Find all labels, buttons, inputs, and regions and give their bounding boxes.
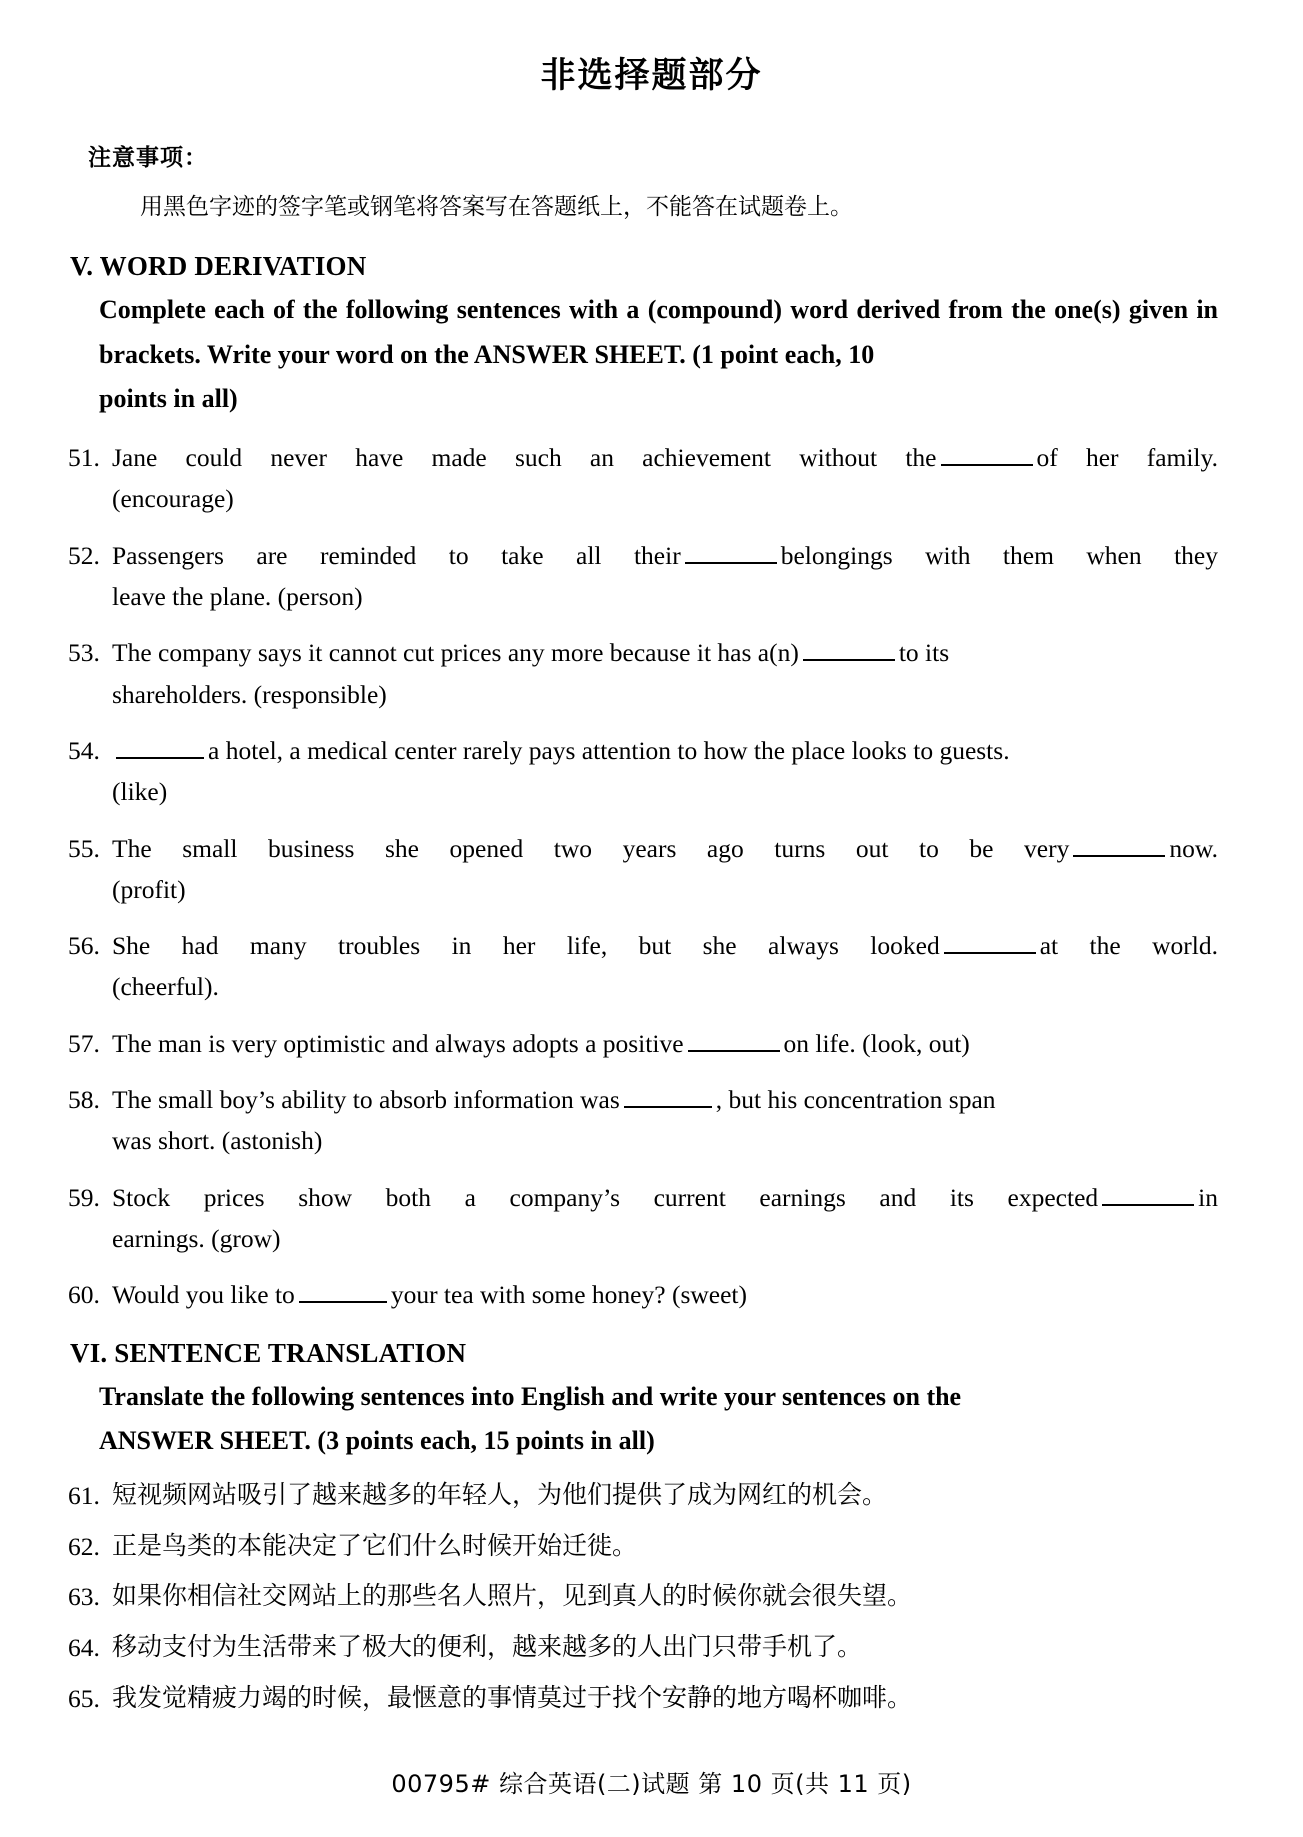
question-body [112, 1177, 1218, 1260]
question-number: 59. [68, 1182, 100, 1212]
instruction-line-2: one(s) given in brackets. Write your word on the ANSWER SHEET. (1 point each, 10 [99, 295, 1219, 369]
question-number: 61. [68, 1480, 100, 1510]
question-number: 65. [68, 1683, 100, 1713]
question-text-after-blank: a hotel, a medical center rarely pays attention to how the place looks to guests. [208, 735, 1010, 765]
question-number: 55. [68, 833, 100, 863]
question-text-before-blank: The small boy’s ability to absorb information was [112, 1085, 620, 1115]
question-text-before-blank: The man is very optimistic and always adopts a positive [112, 1028, 684, 1058]
instruction-line-2: ANSWER SHEET. (3 points each, 15 points in all) [99, 1426, 655, 1456]
question-text-after-blank: now. [1169, 833, 1218, 863]
question-text-before-blank: Stock prices show both a company’s current earnings and its expected [112, 1182, 1099, 1212]
question-item [0, 632, 1303, 715]
answer-blank[interactable] [688, 1026, 780, 1052]
instruction-line-1: Translate the following sentences into English and write your sentences on the [99, 1381, 962, 1411]
question-item [0, 730, 1303, 813]
answer-blank[interactable] [685, 538, 777, 564]
question-line-1 [112, 437, 1218, 478]
question-number: 64. [68, 1633, 100, 1663]
question-text-after-blank: at the world. [1039, 931, 1218, 961]
question-line-2: was short. (astonish) [112, 1126, 323, 1156]
question-text-before-blank: Jane could never have made such an achievement without the [112, 443, 937, 473]
translation-text: 正是鸟类的本能决定了它们什么时候开始迁徙。 [112, 1530, 638, 1560]
question-body [112, 925, 1218, 1008]
question-number: 58. [68, 1085, 100, 1115]
question-line-1 [112, 1023, 1218, 1064]
question-text-after-blank: to its [898, 638, 950, 668]
question-text-before-blank: Would you like to [112, 1280, 295, 1310]
notice-text: 用黑色字迹的签字笔或钢笔将答案写在答题纸上，不能答在试题卷上。 [140, 194, 853, 220]
question-text-after-blank: of her family. [1036, 443, 1218, 473]
question-number: 60. [68, 1280, 100, 1310]
section-heading-sentence-translation: VI. SENTENCE TRANSLATION [70, 1337, 467, 1368]
question-number: 51. [68, 443, 100, 473]
translation-item [0, 1577, 1303, 1616]
question-body [112, 1274, 1218, 1315]
question-text-after-blank: on life. (look, out) [783, 1028, 970, 1058]
question-number: 53. [68, 638, 100, 668]
question-line-2: (encourage) [112, 484, 234, 514]
question-line-2: leave the plane. (person) [112, 582, 363, 612]
question-body [112, 632, 1218, 715]
question-body [112, 1079, 1218, 1162]
question-line-1 [112, 1177, 1218, 1218]
answer-blank[interactable] [941, 440, 1033, 466]
question-line-2: shareholders. (responsible) [112, 679, 387, 709]
question-number: 63. [68, 1582, 100, 1612]
question-line-1 [112, 925, 1218, 966]
answer-blank[interactable] [116, 733, 204, 759]
question-line-1 [112, 1079, 1218, 1120]
question-line-2: (like) [112, 777, 168, 807]
instruction-line-3: points in all) [99, 384, 238, 414]
question-item [0, 925, 1303, 1008]
translation-text: 如果你相信社交网站上的那些名人照片，见到真人的时候你就会很失望。 [112, 1581, 913, 1611]
question-body [112, 828, 1218, 911]
question-body [112, 535, 1218, 618]
translation-text: 短视频网站吸引了越来越多的年轻人，为他们提供了成为网红的机会。 [112, 1479, 888, 1509]
question-item [0, 535, 1303, 618]
translation-item [0, 1527, 1303, 1566]
page-footer: 00795# 综合英语(二)试题 第 10 页(共 11 页) [391, 1770, 912, 1798]
answer-blank[interactable] [1073, 830, 1165, 856]
question-text-before-blank: The company says it cannot cut prices any more because it has a(n) [112, 638, 799, 668]
page-title: 非选择题部分 [540, 56, 763, 96]
question-item [0, 1023, 1303, 1064]
instruction-line-1: Complete each of the following sentences with a (compound) word derived from the [99, 295, 1046, 324]
section-heading-word-derivation: V. WORD DERIVATION [70, 251, 367, 281]
answer-blank[interactable] [624, 1082, 712, 1108]
question-line-1 [112, 1274, 1218, 1315]
question-number: 62. [68, 1531, 100, 1561]
translation-item [0, 1476, 1303, 1515]
question-line-1 [112, 828, 1218, 869]
question-body [112, 730, 1218, 813]
question-body [112, 437, 1218, 520]
question-text-before-blank: She had many troubles in her life, but she always looked [112, 931, 940, 961]
question-number: 56. [68, 931, 100, 961]
translation-text: 我发觉精疲力竭的时候，最惬意的事情莫过于找个安静的地方喝杯咖啡。 [112, 1682, 913, 1712]
question-line-2: (cheerful). [112, 972, 219, 1002]
section-instruction-word-derivation [0, 282, 1303, 422]
question-item [0, 1177, 1303, 1260]
question-item [0, 437, 1303, 520]
question-text-before-blank: The small business she opened two years ago turns out to be very [112, 833, 1070, 863]
question-text-before-blank: Passengers are reminded to take all their [112, 540, 681, 570]
question-text-after-blank: in [1198, 1182, 1218, 1212]
answer-blank[interactable] [299, 1277, 387, 1303]
question-item [0, 1079, 1303, 1162]
question-text-after-blank: , but his concentration span [715, 1085, 996, 1115]
section-instruction-sentence-translation [0, 1369, 1303, 1464]
question-line-2: (profit) [112, 874, 186, 904]
question-line-2: earnings. (grow) [112, 1223, 281, 1253]
question-line-1 [112, 632, 1218, 673]
question-number: 52. [68, 540, 100, 570]
question-item [0, 1274, 1303, 1315]
notice-label: 注意事项： [88, 145, 208, 171]
translation-item [0, 1628, 1303, 1667]
question-item [0, 828, 1303, 911]
translation-text: 移动支付为生活带来了极大的便利，越来越多的人出门只带手机了。 [112, 1632, 863, 1662]
question-number: 57. [68, 1028, 100, 1058]
answer-blank[interactable] [803, 635, 895, 661]
question-text-after-blank: your tea with some honey? (sweet) [390, 1280, 747, 1310]
question-text-after-blank: belongings with them when they [780, 540, 1218, 570]
question-body [112, 1023, 1218, 1064]
question-line-1 [112, 535, 1218, 576]
answer-blank[interactable] [1102, 1179, 1194, 1205]
question-line-1 [112, 730, 1218, 771]
translation-item [0, 1679, 1303, 1718]
question-number: 54. [68, 735, 100, 765]
answer-blank[interactable] [944, 928, 1036, 954]
